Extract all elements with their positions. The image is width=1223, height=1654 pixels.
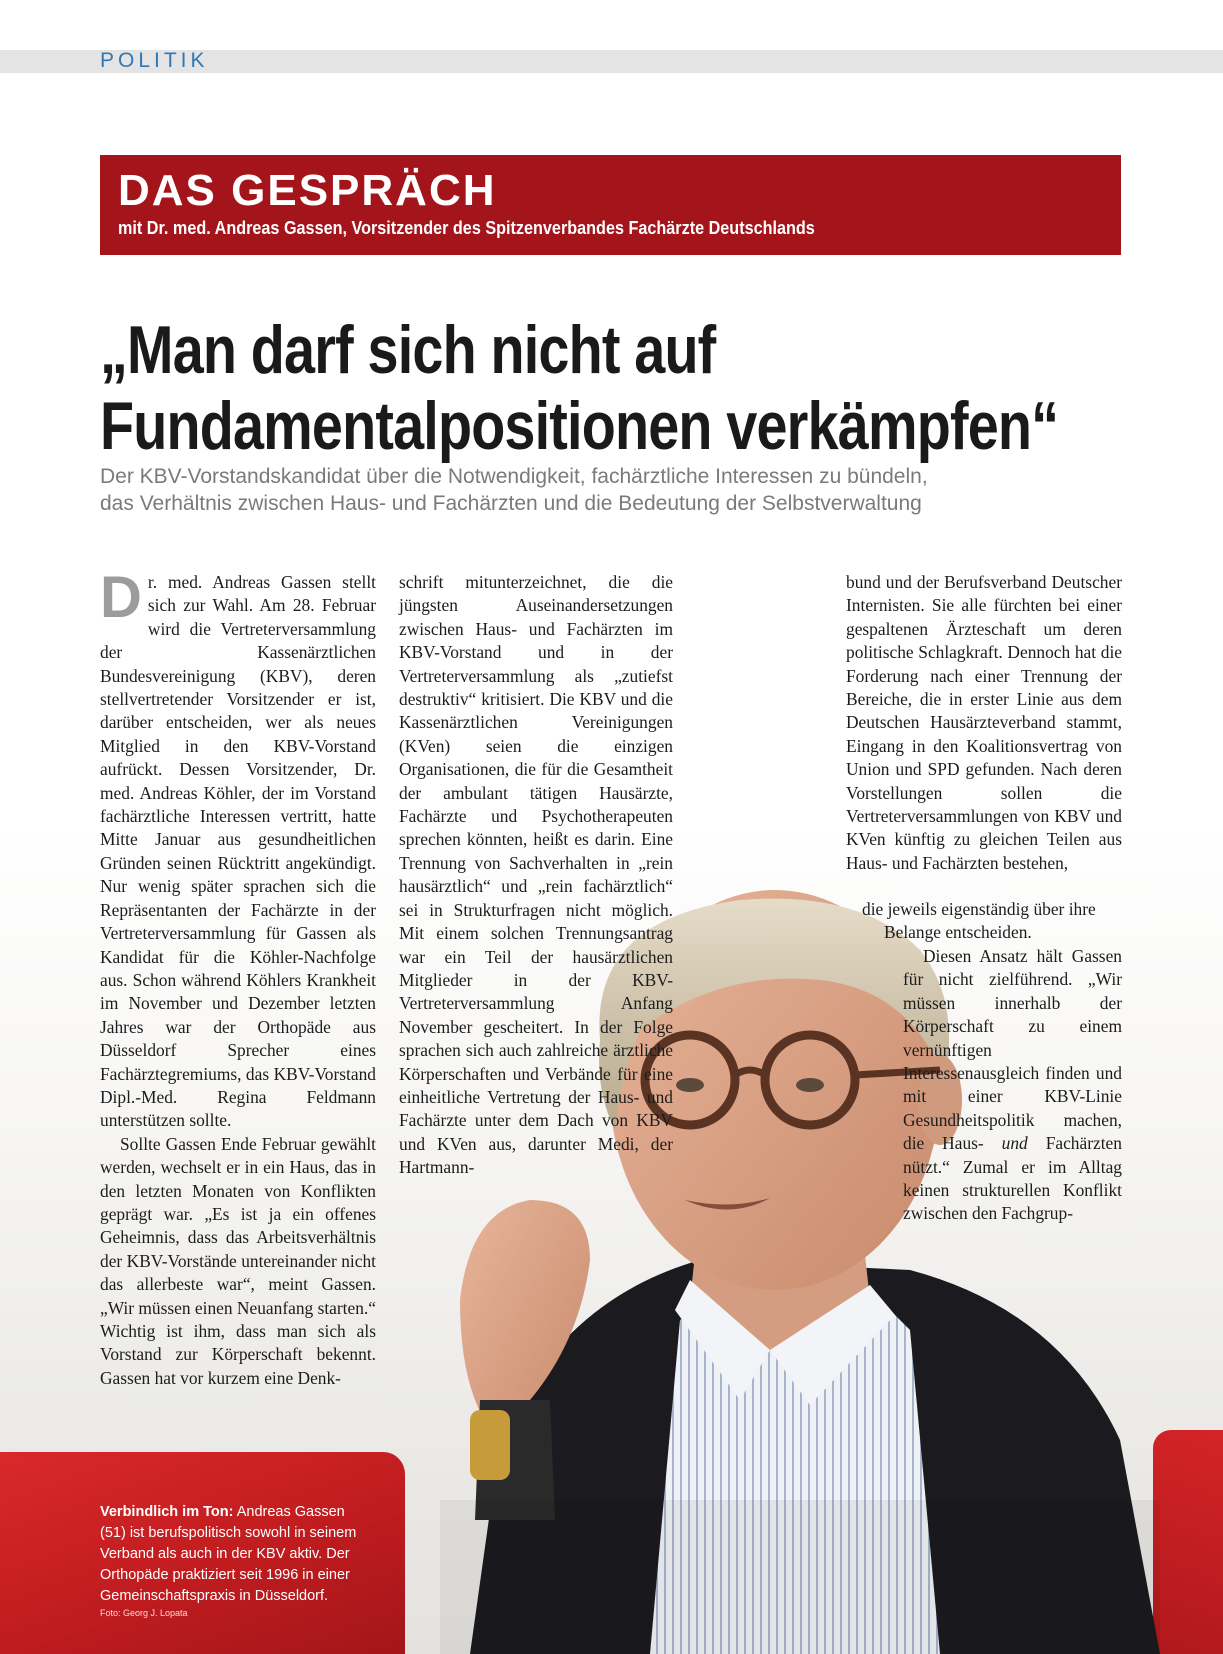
paragraph-col3-top: bund und der Berufsverband Deutscher Internisten. Sie alle fürchten bei einer gespaltenen Ärzteschaft um deren politische Schlagkraft. Dennoch hat die Forderung nach einer Trennung der Bereiche, die in erster Linie aus dem Deutschen Hausärzteverband stammt, Eingang in den Koalitionsvertrag von Union und SPD gefunden. Nach deren Vorstellungen sollen die Vertreterversammlungen von KBV und KVen künftig zu gleichen Teilen aus Haus- und Fachärzten bestehen, (846, 572, 1122, 873)
deck-line-1: Der KBV-Vorstandskandidat über die Notwendigkeit, fachärztliche Interessen zu bündeln, (100, 465, 928, 488)
headline (100, 312, 1125, 464)
col3-text-1: Diesen Ansatz hält Gassen für nicht zielführend. „Wir müssen innerhalb der Körperschaft zu einem vernünftigen Interessenausgleich finden und mit einer KBV-Linie Gesundheitspolitik machen, die Haus- (903, 946, 1122, 1154)
paragraph-intro-text: r. med. Andreas Gassen stellt sich zur Wahl. Am 28. Februar wird die Vertreterversammlung der Kassenärztlichen Bundesvereinigung (KBV), deren stellvertretender Vorsitzender er ist, darüber entscheiden, wer als neues Mitglied in den KBV-Vorstand aufrückt. Dessen Vorsitzender, Dr. med. Andreas Köhler, der im Vorstand fachärztliche Interessen vertritt, hatte Mitte Januar aus gesundheitlichen Gründen seinen Rücktritt angekündigt. Nur wenig später sprachen sich die Repräsentanten der Fachärzte in der Vertreterversammlung für Gassen als Kandidat für die Köhler-Nachfolge aus. Schon während Köhlers Krankheit im November und Dezember letzten Jahres war der Orthopäde aus Düsseldorf Sprecher eines Fachärztegremiums, das KBV-Vorstand Dipl.-Med. Regina Feldmann unterstützen sollte. (100, 572, 376, 1131)
red-chair-right (1153, 1430, 1223, 1654)
deck (100, 463, 1140, 517)
photo-caption (100, 1502, 370, 1607)
banner-title: DAS GESPRÄCH (118, 166, 497, 215)
paragraph-col3-bottom (903, 945, 1122, 1226)
deck-line-2: das Verhältnis zwischen Haus- und Fachärzten und die Bedeutung der Selbstverwaltung (100, 492, 922, 515)
article-column-1 (100, 565, 376, 1390)
col3-line-b: Belange entscheiden. (884, 922, 1032, 943)
paragraph-col2: schrift mitunterzeichnet, die die jüngsten Auseinandersetzungen zwischen Haus- und Fachärzten im KBV-Vorstand und in der Vertreterversammlung als „zutiefst destruktiv“ kritisiert. Die KBV und die Kassenärztlichen Vereinigungen (KVen) seien die einzigen Organisationen, die für die Gesamtheit der ambulant tätigen Hausärzte, Fachärzte und Psychotherapeuten sprechen könnten, heißt es darin. Eine Trennung von Sachverhalten in „rein hausärztlich“ und „rein fachärztlich“ sei in Strukturfragen nicht möglich. Mit einem solchen Trennungsantrag war ein Teil der hausärztlichen Mitglieder in der KBV-Vertreterversammlung Anfang November gescheitert. In der Folge sprachen sich auch zahlreiche ärztliche Körperschaften und Verbände für eine einheitliche Vertretung der Haus- und Fachärzte unter dem Dach von KBV und KVen aus, darunter Medi, der Hartmann- (399, 572, 673, 1178)
col3-text-2: Fachärzten nützt.“ Zumal er im Alltag keinen strukturellen Konflikt zwischen den Fachgrup- (903, 1133, 1122, 1224)
caption-lead: Verbindlich im Ton: (100, 1504, 234, 1520)
banner-subtitle: mit Dr. med. Andreas Gassen, Vorsitzender des Spitzenverbandes Fachärzte Deutschlands (118, 218, 815, 238)
photo-credit: Foto: Georg J. Lopata (100, 1608, 188, 1618)
headline-line-1: „Man darf sich nicht auf (100, 312, 716, 388)
col3-emphasis: und (1001, 1133, 1028, 1154)
section-label: POLITIK (100, 49, 209, 72)
interview-banner (100, 155, 1121, 255)
paragraph-2: Sollte Gassen Ende Februar gewählt werden, wechselt er in ein Haus, das in den letzten Monaten von Konflikten geprägt war. „Es ist ja ein offenes Geheimnis, dass das Arbeitsverhältnis der KBV-Vorstände untereinander nicht das allerbeste war“, meint Gassen. „Wir müssen einen Neuanfang starten.“ Wichtig ist ihm, dass man sich als Vorstand zur Körperschaft bekennt. Gassen hat vor kurzem eine Denk- (100, 1133, 376, 1388)
article-column-2 (399, 571, 673, 1180)
col3-line-a: die jeweils eigenständig über ihre (862, 899, 1096, 919)
headline-line-2: Fundamentalpositionen verkämpfen“ (100, 388, 1059, 464)
caption-text: Andreas Gassen (51) ist berufspolitisch sowohl in seinem Verband als auch in der KBV aktiv. Der Orthopäde praktiziert seit 1996 in einer Gemeinschaftspraxis in Düsseldorf. (100, 1504, 357, 1604)
drop-cap: D (100, 565, 142, 630)
article-column-3-top (846, 571, 1122, 875)
article-column-3-bottom (903, 945, 1122, 1226)
paragraph-intro (100, 565, 376, 1133)
article-column-3-mid (862, 898, 1122, 945)
